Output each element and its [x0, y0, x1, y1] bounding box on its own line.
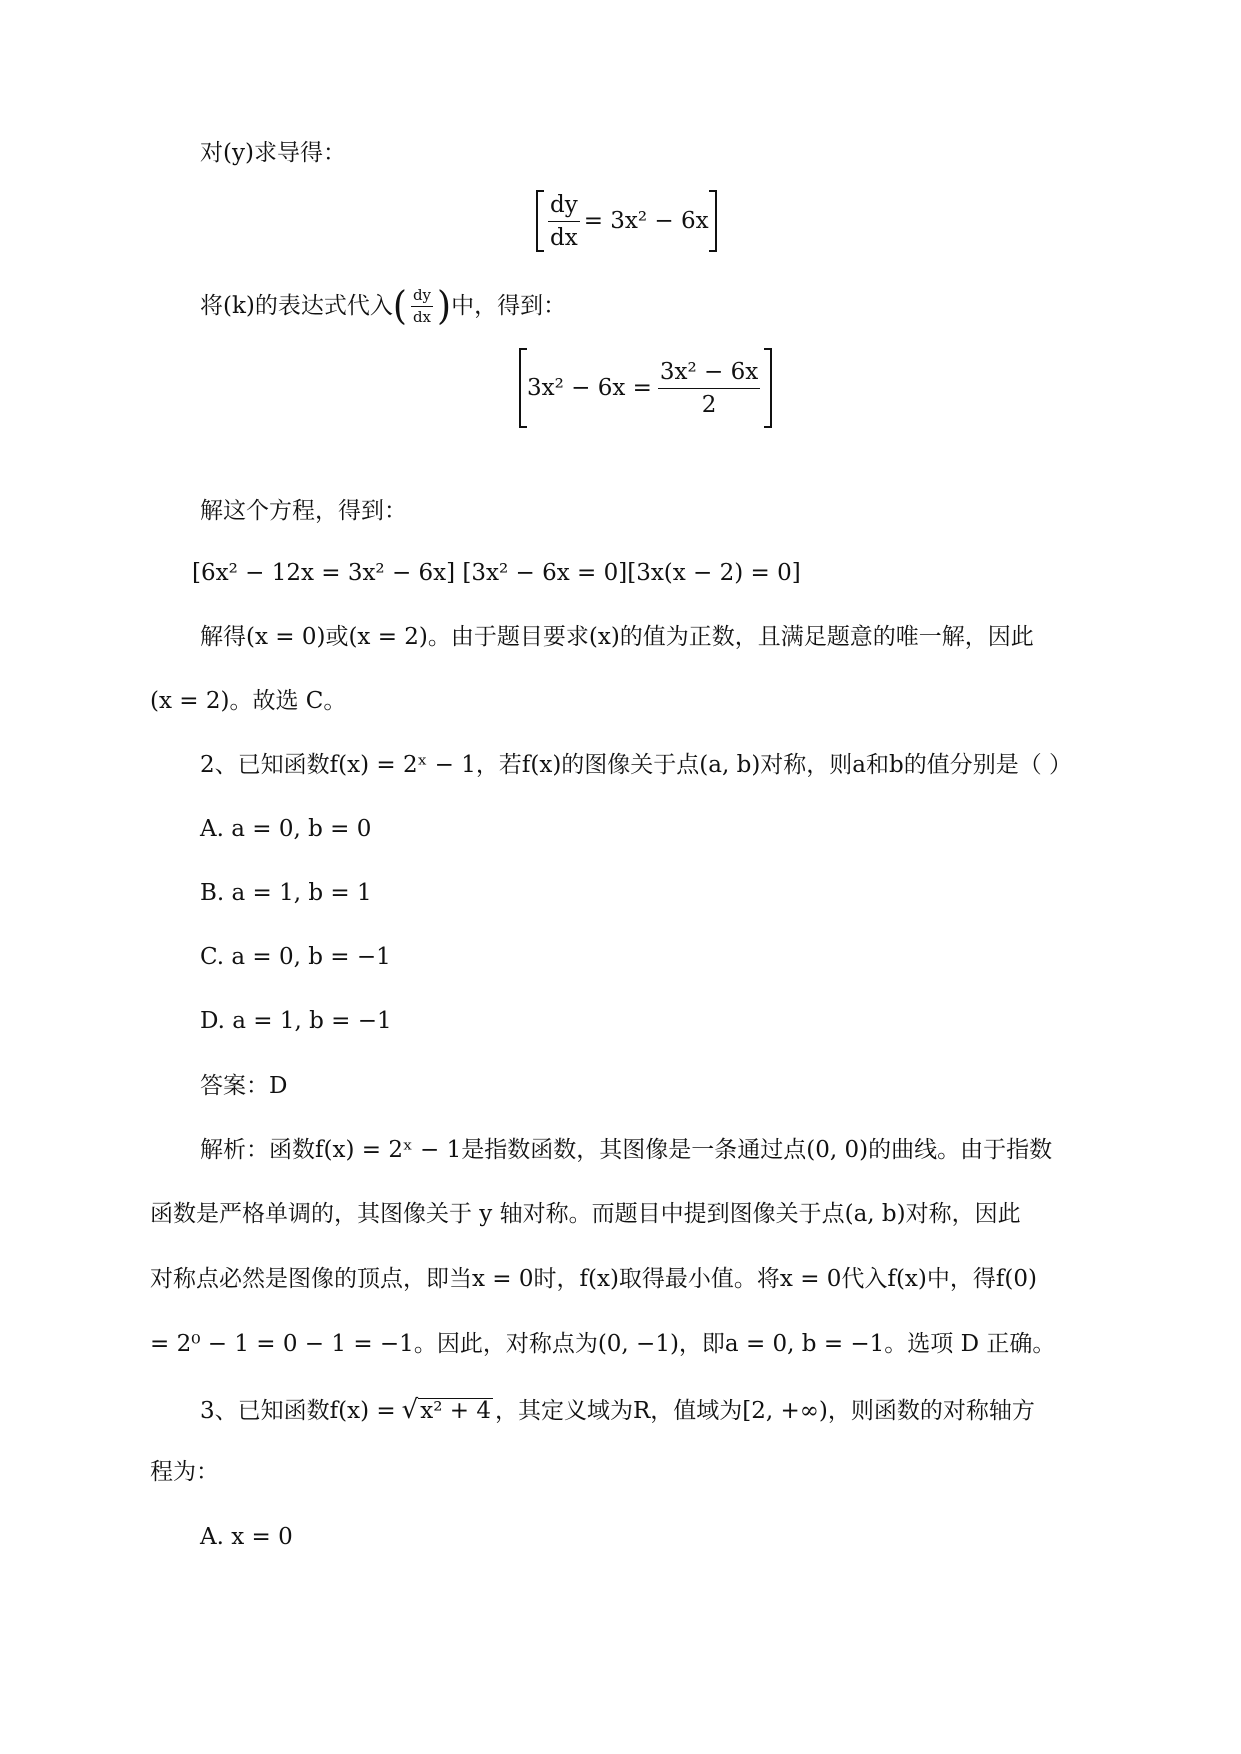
left-paren: (	[392, 283, 407, 329]
text-line: 对(y)求导得：	[200, 140, 346, 166]
radical-sign-icon: √	[401, 1395, 419, 1425]
text-line: (x = 2)。故选 C。	[150, 688, 347, 714]
text-segment: 中，得到：	[451, 293, 567, 319]
square-root	[402, 1397, 493, 1423]
fraction-denominator: 2	[701, 391, 717, 418]
text-line	[200, 283, 567, 329]
bracket-group	[536, 190, 717, 252]
fraction-dy-dx-small	[411, 288, 433, 325]
fraction	[658, 359, 760, 418]
text-segment: ，其定义域为R，值域为[2, +∞)，则函数的对称轴方	[494, 1398, 1035, 1424]
text-segment: 将(k)的表达式代入	[200, 293, 393, 319]
text-line: 程为：	[150, 1459, 219, 1485]
equation-lhs: 3x² − 6x =	[527, 375, 652, 401]
answer-line: 答案：D	[200, 1073, 288, 1099]
text-line: 解得(x = 0)或(x = 2)。由于题目要求(x)的值为正数，且满足题意的唯一解，因此	[200, 624, 1034, 650]
option-a: A. x = 0	[200, 1524, 293, 1550]
fraction-denominator: dx	[412, 308, 431, 326]
explanation-line: 对称点必然是图像的顶点，即当x = 0时，f(x)取得最小值。将x = 0代入f(x)中，得f(0)	[150, 1266, 1037, 1292]
equation-line: [6x² − 12x = 3x² − 6x] [3x² − 6x = 0][3x(x − 2) = 0]	[192, 560, 801, 586]
option-b: B. a = 1, b = 1	[200, 880, 372, 906]
explanation-line: 函数是严格单调的，其图像关于 y 轴对称。而题目中提到图像关于点(a, b)对称，因此	[150, 1201, 1021, 1227]
question-2: 2、已知函数f(x) = 2ˣ − 1，若f(x)的图像关于点(a, b)对称，则a和b的值分别是（ ）	[200, 752, 1073, 778]
fraction-numerator: 3x² − 6x	[658, 359, 760, 389]
right-paren: )	[437, 283, 452, 329]
radicand: x² + 4	[420, 1398, 491, 1424]
text-line: 解这个方程，得到：	[200, 498, 407, 524]
fraction-denominator: dx	[550, 224, 578, 251]
text-segment: 3、已知函数f(x) =	[200, 1398, 396, 1424]
equation-derivative	[536, 190, 717, 252]
option-c: C. a = 0, b = −1	[200, 944, 391, 970]
fraction-numerator: dy	[548, 192, 580, 222]
option-a: A. a = 0, b = 0	[200, 816, 372, 842]
explanation-line: 解析：函数f(x) = 2ˣ − 1是指数函数，其图像是一条通过点(0, 0)的曲线。由于指数	[200, 1137, 1053, 1163]
option-d: D. a = 1, b = −1	[200, 1008, 392, 1034]
bracket-group	[519, 348, 772, 428]
explanation-line: = 2⁰ − 1 = 0 − 1 = −1。因此，对称点为(0, −1)，即a = 0, b = −1。选项 D 正确。	[150, 1331, 1056, 1357]
fraction-numerator: dy	[411, 288, 433, 307]
fraction-dy-dx	[548, 192, 580, 251]
question-3	[200, 1397, 1035, 1423]
equation-substitution	[519, 348, 772, 428]
equation-rhs: = 3x² − 6x	[583, 208, 709, 234]
